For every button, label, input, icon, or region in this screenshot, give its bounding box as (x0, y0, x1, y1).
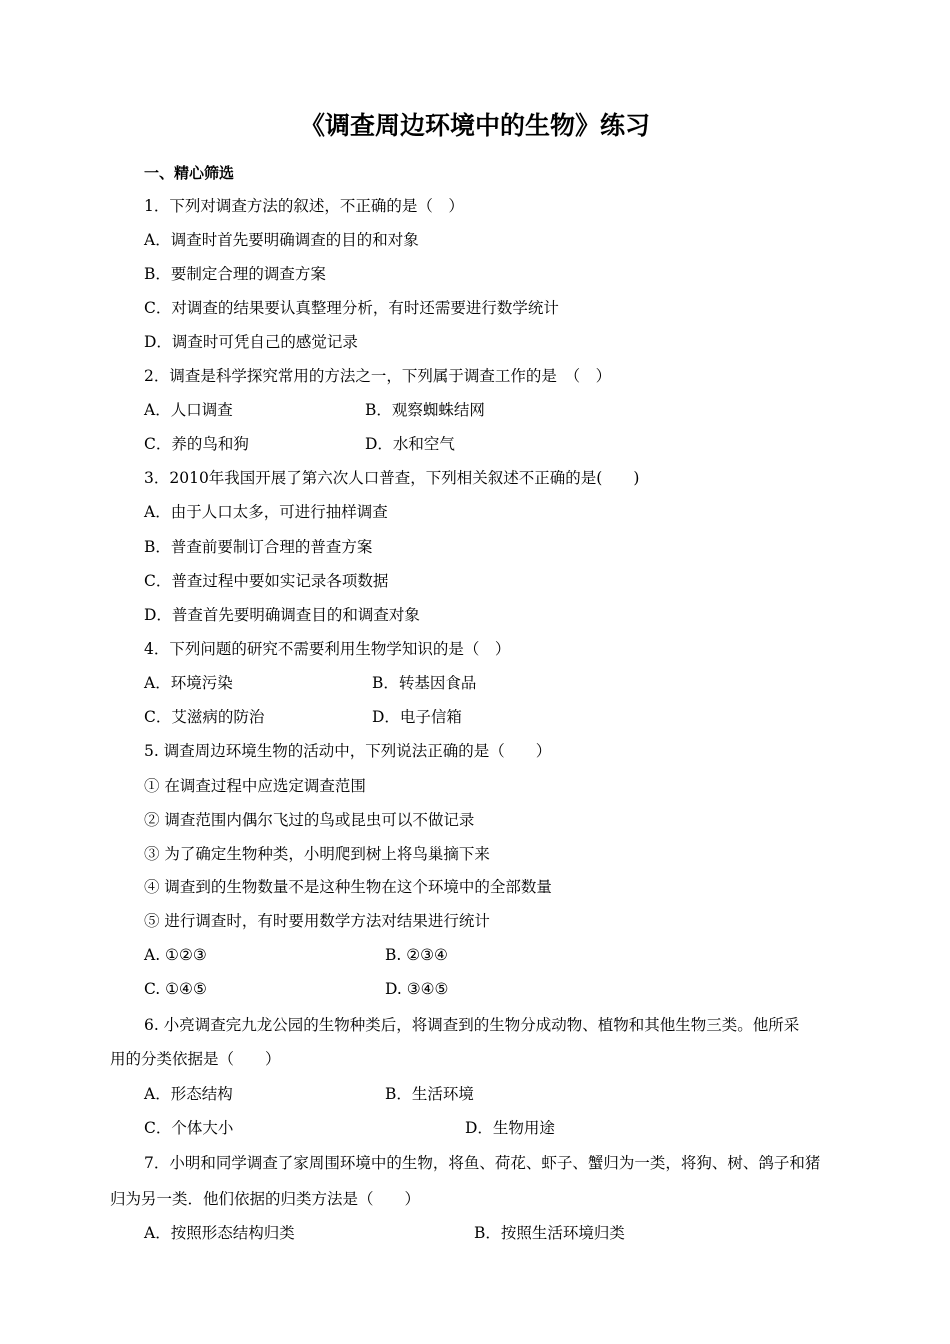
question-1-option-c: C．对调查的结果要认真整理分析，有时还需要进行数学统计 (144, 299, 559, 317)
section-heading: 一、精心筛选 (144, 164, 235, 182)
question-2-stem: 2．调查是科学探究常用的方法之一，下列属于调查工作的是 （ ） (144, 367, 612, 385)
question-3-option-d: D．普查首先要明确调查目的和调查对象 (144, 606, 420, 624)
question-3-option-b: B．普查前要制订合理的普查方案 (144, 538, 373, 556)
question-5-statement-1: ① 在调查过程中应选定调查范围 (144, 777, 366, 795)
question-6-stem-line-1: 6. 小亮调查完九龙公园的生物种类后，将调查到的生物分成动物、植物和其他生物三类。他所采 (144, 1016, 800, 1034)
question-2-option-d: D．水和空气 (365, 435, 455, 453)
question-6-option-a: A．形态结构 (144, 1085, 233, 1103)
question-7-stem-line-2: 归为另一类．他们依据的归类方法是（ ） (110, 1190, 421, 1208)
question-4-option-d: D．电子信箱 (372, 708, 462, 726)
question-5-statement-4: ④ 调查到的生物数量不是这种生物在这个环境中的全部数量 (144, 878, 552, 896)
question-1-stem: 1．下列对调查方法的叙述，不正确的是（ ） (144, 197, 464, 215)
question-4-option-c: C．艾滋病的防治 (144, 708, 265, 726)
question-1-option-d: D．调查时可凭自己的感觉记录 (144, 333, 358, 351)
question-2-option-a: A．人口调查 (144, 401, 233, 419)
question-5-option-a: A. ①②③ (144, 946, 207, 964)
question-5-stem: 5. 调查周边环境生物的活动中，下列说法正确的是（ ） (144, 742, 552, 760)
page-title: 《调查周边环境中的生物》练习 (299, 111, 650, 140)
question-7-option-a: A．按照形态结构归类 (144, 1224, 295, 1242)
question-5-option-c: C. ①④⑤ (144, 980, 207, 998)
question-2-option-b: B．观察蜘蛛结网 (365, 401, 485, 419)
question-4-stem: 4．下列问题的研究不需要利用生物学知识的是（ ） (144, 640, 511, 658)
question-4-option-b: B．转基因食品 (372, 674, 477, 692)
question-3-option-c: C．普查过程中要如实记录各项数据 (144, 572, 389, 590)
question-5-option-b: B. ②③④ (385, 946, 448, 964)
question-6-option-b: B．生活环境 (385, 1085, 474, 1103)
question-1-option-a: A．调查时首先要明确调查的目的和对象 (144, 231, 419, 249)
question-2-option-c: C．养的鸟和狗 (144, 435, 249, 453)
question-1-option-b: B．要制定合理的调查方案 (144, 265, 326, 283)
question-7-option-b: B．按照生活环境归类 (474, 1224, 625, 1242)
question-5-option-d: D. ③④⑤ (385, 980, 449, 998)
question-7-stem-line-1: 7．小明和同学调查了家周围环境中的生物，将鱼、荷花、虾子、蟹归为一类，将狗、树、鸽子和猪 (144, 1154, 821, 1172)
question-6-stem-line-2: 用的分类依据是（ ） (110, 1050, 281, 1068)
question-6-option-c: C．个体大小 (144, 1119, 234, 1137)
question-3-stem: 3．2010年我国开展了第六次人口普查，下列相关叙述不正确的是( ) (144, 469, 640, 487)
question-5-statement-2: ② 调查范围内偶尔飞过的鸟或昆虫可以不做记录 (144, 811, 475, 829)
question-3-option-a: A．由于人口太多，可进行抽样调查 (144, 503, 388, 521)
question-5-statement-3: ③ 为了确定生物种类，小明爬到树上将鸟巢摘下来 (144, 845, 490, 863)
question-5-statement-5: ⑤ 进行调查时，有时要用数学方法对结果进行统计 (144, 912, 490, 930)
question-6-option-d: D．生物用途 (465, 1119, 555, 1137)
question-4-option-a: A．环境污染 (144, 674, 233, 692)
